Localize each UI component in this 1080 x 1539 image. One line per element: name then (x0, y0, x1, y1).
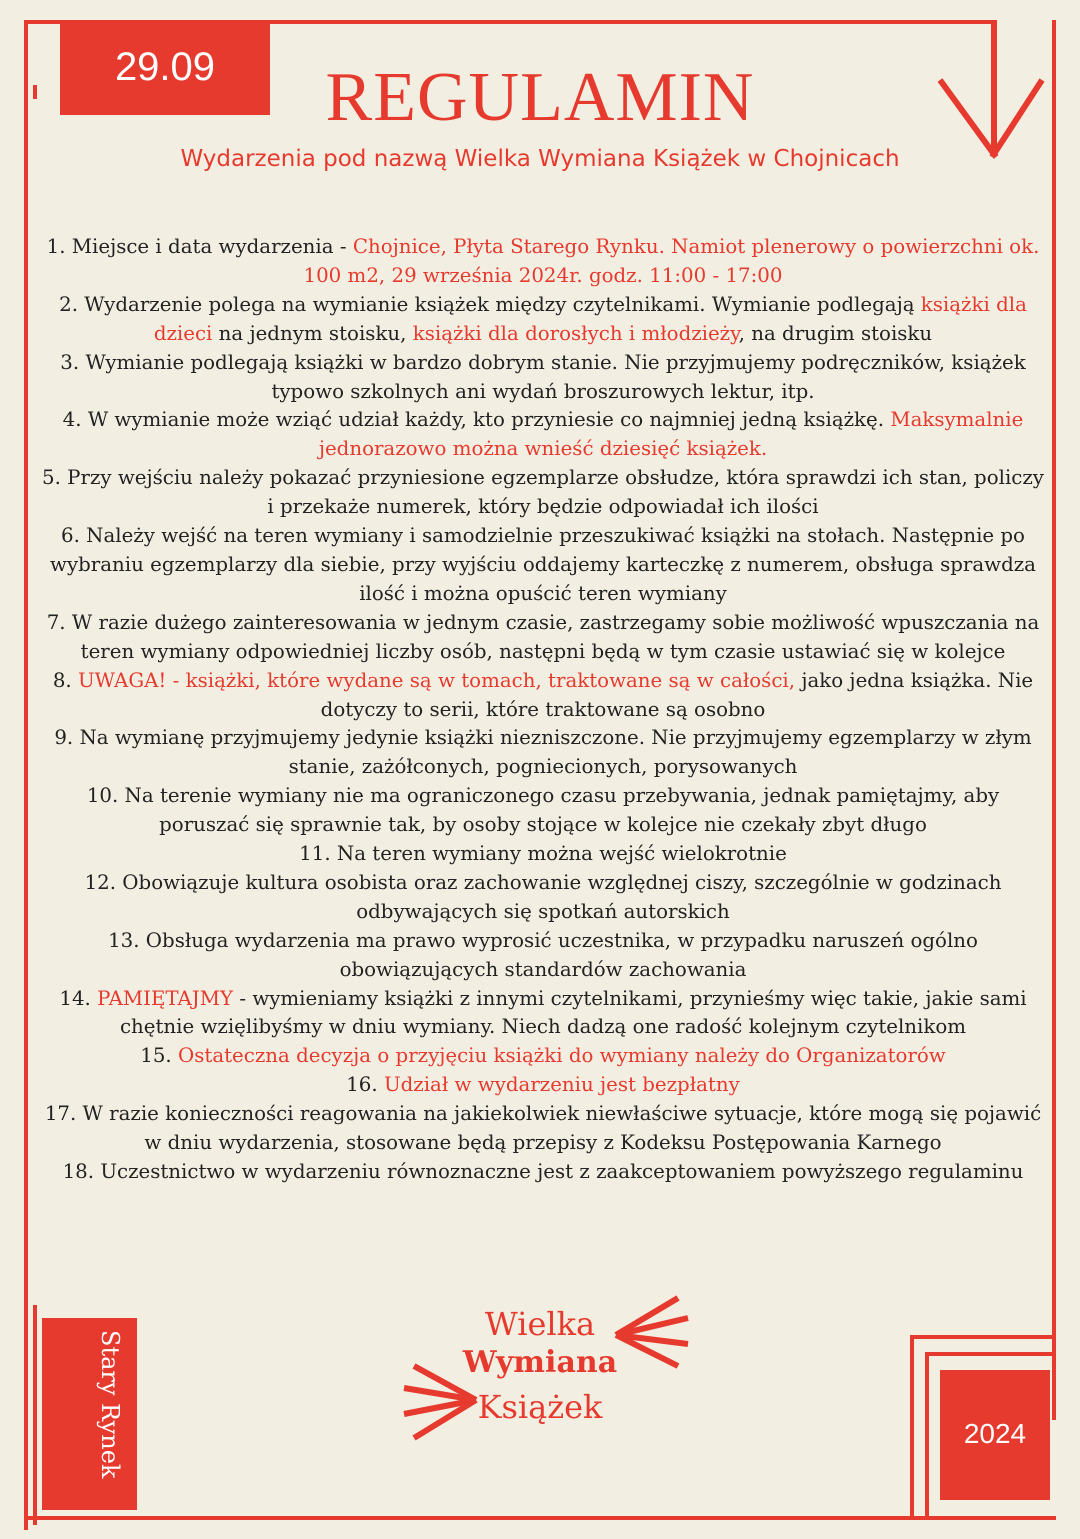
logo-line-2: Wymiana (462, 1345, 618, 1380)
rule-text: 17. W razie konieczności reagowania na jakiekolwiek niewłaściwe sytuacje, które mogą się pojawić w dniu wydarzenia, stosowane będą przepisy z Kodeksu Postępowania Karnego (44, 1102, 1042, 1155)
rule-text: 14. (59, 986, 98, 1010)
date-text: 29.09 (114, 45, 216, 89)
rule-item (40, 985, 1046, 1043)
rule-item (40, 1042, 1046, 1071)
rule-highlight: książki dla dzieci (153, 292, 1027, 345)
rule-text: 1. Miejsce i data wydarzenia - (46, 235, 353, 258)
rule-item (40, 667, 1046, 725)
rule-text: 9. Na wymianę przyjmujemy jedynie książki niezniszczone. Nie przyjmujemy egzemplarzy w złym stanie, zażółconych, pogniecionych, porysowanych (54, 726, 1032, 779)
rules-list (40, 233, 1046, 1187)
rule-text: jako jedna książka. Nie dotyczy to serii, które traktowane są osobno (320, 668, 1034, 721)
rule-text: 15. (140, 1044, 178, 1068)
frame-left (24, 20, 28, 1530)
rule-highlight: książki dla dorosłych i młodzieży (412, 321, 739, 345)
rule-highlight: PAMIĘTAJMY (97, 986, 234, 1010)
rule-item (40, 724, 1046, 782)
rule-text: 2. Wydarzenie polega na wymianie książek między czytelnikami. Wymianie podlegają (59, 292, 921, 316)
rule-item (40, 782, 1046, 840)
rule-text: 7. W razie dużego zainteresowania w jednym czasie, zastrzegamy sobie możliwość wpuszczania na teren wymiany odpowiedniej liczby osób, następni będą w tym czasie ustawiać się w kolejce (46, 610, 1040, 663)
rule-text: 8. (52, 668, 79, 692)
rule-text: 12. Obowiązuje kultura osobista oraz zachowanie względnej ciszy, szczególnie w godzinach odbywających się spotkań autorskich (84, 870, 1002, 923)
rule-item (40, 406, 1046, 464)
rule-item (40, 522, 1046, 609)
year-frame-line-h2 (925, 1352, 1056, 1356)
rule-item (40, 349, 1046, 407)
rule-highlight: Chojnice, Płyta Starego Rynku. Namiot plenerowy o powierzchni ok. 100 m2, 29 września 2024r. godz. 11:00 - 17:00 (303, 235, 1040, 287)
rule-item (40, 869, 1046, 927)
logo-line-3: Książek (477, 1388, 603, 1426)
year-frame-line-v2 (925, 1352, 929, 1517)
rule-item (40, 1158, 1046, 1187)
rule-item (40, 609, 1046, 667)
rule-text: 4. W wymianie może wziąć udział każdy, kto przyniesie co najmniej jedną książkę. (62, 408, 891, 432)
rule-item (40, 927, 1046, 985)
side-label: Stary Rynek (96, 1330, 124, 1479)
rule-highlight: Ostateczna decyzja o przyjęciu książki do wymiany należy do Organizatorów (178, 1044, 946, 1068)
year-text: 2024 (963, 1418, 1027, 1449)
rule-text: 16. (346, 1073, 384, 1097)
rule-item (40, 233, 1046, 291)
rule-highlight: Maksymalnie jednorazowo można wnieść dziesięć książek. (318, 408, 1024, 461)
rule-highlight: UWAGA! - książki, które wydane są w tomach, traktowane są w całości, (78, 668, 796, 692)
rule-text: 13. Obsługa wydarzenia ma prawo wyprosić uczestnika, w przypadku naruszeń ogólno obowiązujących standardów zachowania (108, 928, 978, 981)
rule-item (40, 840, 1046, 869)
rule-text: 18. Uczestnictwo w wydarzeniu równoznaczne jest z zaakceptowaniem powyższego regulaminu (62, 1160, 1024, 1183)
page-subtitle: Wydarzenia pod nazwą Wielka Wymiana Książek w Chojnicach (180, 146, 900, 172)
year-frame-line-v (910, 1335, 914, 1520)
side-frame-line (33, 1305, 37, 1525)
rule-text: - wymieniamy książki z innymi czytelnikami, przynieśmy więc takie, jakie sami chętnie wzięlibyśmy w dniu wymiany. Niech dadzą one radość kolejnym czytelnikom (119, 986, 1027, 1039)
rule-text: na jednym stoisku, (212, 321, 413, 345)
rule-text: 5. Przy wejściu należy pokazać przyniesione egzemplarze obsłudze, która sprawdzi ich stan, policzy i przekaże numerek, który będzie odpowiadał ich ilości (42, 466, 1044, 519)
rule-item (40, 464, 1046, 522)
year-badge (940, 1370, 1050, 1500)
rule-text: 3. Wymianie podlegają książki w bardzo dobrym stanie. Nie przyjmujemy podręczników, książek typowo szkolnych ani wydań broszurowych lektur, itp. (60, 350, 1026, 403)
rule-item (40, 291, 1046, 349)
rule-text: 6. Należy wejść na teren wymiany i samodzielnie przeszukiwać książki na stołach. Następnie po wybraniu egzemplarzy dla siebie, przy wyjściu oddajemy karteczkę z numerem, obsługa sprawdza ilość i można opuścić teren wymiany (50, 524, 1036, 605)
rule-item (40, 1071, 1046, 1100)
frame-right (1052, 20, 1056, 1420)
page-title: REGULAMIN (325, 59, 755, 136)
rule-text: 10. Na terenie wymiany nie ma ograniczonego czasu przebywania, jednak pamiętajmy, aby poruszać się sprawnie tak, by osoby stojące w kolejce nie czekały zbyt długo (86, 784, 1000, 837)
frame-bottom (24, 1516, 1056, 1520)
year-frame-line-h (910, 1335, 1056, 1339)
rule-text: , na drugim stoisku (738, 321, 933, 345)
rule-highlight: Udział w wydarzeniu jest bezpłatny (383, 1073, 740, 1097)
rule-item (40, 1100, 1046, 1158)
rule-text: 11. Na teren wymiany można wejść wielokrotnie (299, 842, 787, 866)
logo-line-1: Wielka (484, 1305, 596, 1343)
